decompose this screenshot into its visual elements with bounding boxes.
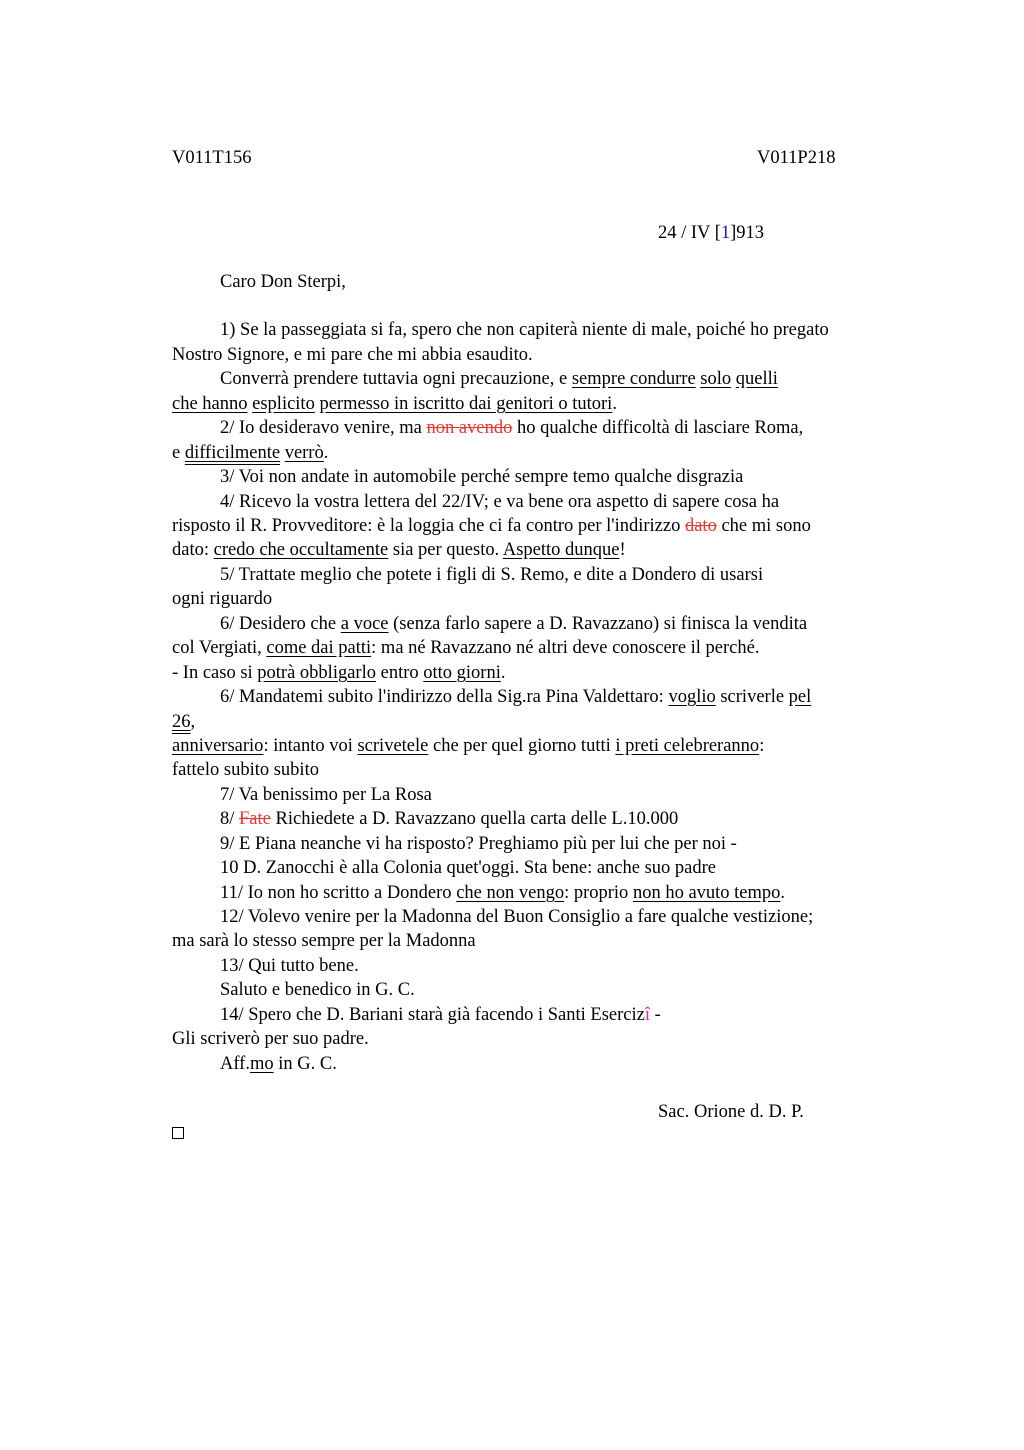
paragraph-1-line-2: Nostro Signore, e mi pare che mi abbia esaudito. xyxy=(172,345,533,365)
paragraph-13: 11/ Io non ho scritto a Dondero che non vengo: proprio non ho avuto tempo. xyxy=(220,883,786,903)
paragraph-2-line-1: Converrà prendere tuttavia ogni precauzione, e sempre condurre solo quelli xyxy=(220,369,778,389)
paragraph-3-line-2: e difficilmente verrò. xyxy=(172,443,329,463)
deleted-text: Fate xyxy=(239,809,271,829)
paragraph-8-line-3: anniversario: intanto voi scrivetele che per quel giorno tutti i preti celebreranno: xyxy=(172,736,765,756)
paragraph-6-line-1: 5/ Trattate meglio che potete i figli di S. Remo, e dite a Dondero di usarsi xyxy=(220,565,764,585)
paragraph-2-line-2: che hanno esplicito permesso in iscritto dai genitori o tutori. xyxy=(172,394,617,414)
signature: Sac. Orione d. D. P. xyxy=(658,1102,804,1122)
deleted-text: non avendo xyxy=(426,418,513,438)
paragraph-17-line-2: Gli scriverò per suo padre. xyxy=(172,1029,369,1049)
greeting: Caro Don Sterpi, xyxy=(220,272,346,292)
paragraph-8-line-4: fattelo subito subito xyxy=(172,760,319,780)
paragraph-9: 7/ Va benissimo per La Rosa xyxy=(220,785,432,805)
document-code-left: V011T156 xyxy=(172,148,252,168)
paragraph-11: 9/ E Piana neanche vi ha risposto? Preghiamo più per lui che per noi - xyxy=(220,834,737,854)
closing: Aff.mo in G. C. xyxy=(220,1054,337,1074)
paragraph-3-line-1: 2/ Io desideravo venire, ma non avendo ho qualche difficoltà di lasciare Roma, xyxy=(220,418,804,438)
paragraph-7-line-1: 6/ Desidero che a voce (senza farlo sapere a D. Ravazzano) si finisca la vendita xyxy=(220,614,808,634)
paragraph-6-line-2: ogni riguardo xyxy=(172,589,273,609)
paragraph-17-line-1: 14/ Spero che D. Bariani starà già facendo i Santi Esercizî - xyxy=(220,1005,661,1025)
deleted-text: dato xyxy=(684,516,717,536)
paragraph-5-line-2: risposto il R. Provveditore: è la loggia che ci fa contro per l'indirizzo dato che mi sono xyxy=(172,516,811,536)
paragraph-16: Saluto e benedico in G. C. xyxy=(220,980,415,1000)
letter-date: 24 / IV [1]913 xyxy=(658,223,765,243)
paragraph-5-line-1: 4/ Ricevo la vostra lettera del 22/IV; e va bene ora aspetto di sapere cosa ha xyxy=(220,492,780,512)
document-code-right: V011P218 xyxy=(757,148,836,168)
paragraph-4: 3/ Voi non andate in automobile perché sempre temo qualche disgrazia xyxy=(220,467,744,487)
paragraph-1-line-1: 1) Se la passeggiata si fa, spero che non capiterà niente di male, poiché ho pregato xyxy=(220,320,829,340)
paragraph-5-line-3: dato: credo che occultamente sia per questo. Aspetto dunque! xyxy=(172,540,626,560)
paragraph-12: 10 D. Zanocchi è alla Colonia quet'oggi. Sta bene: anche suo padre xyxy=(220,858,716,878)
paragraph-7-line-2: col Vergiati, come dai patti: ma né Ravazzano né altri deve conoscere il perché. xyxy=(172,638,760,658)
paragraph-15: 13/ Qui tutto bene. xyxy=(220,956,359,976)
paragraph-8-line-1: 6/ Mandatemi subito l'indirizzo della Sig.ra Pina Valdettaro: voglio scriverle pel xyxy=(220,687,812,707)
paragraph-14-line-2: ma sarà lo stesso sempre per la Madonna xyxy=(172,931,476,951)
paragraph-14-line-1: 12/ Volevo venire per la Madonna del Buon Consiglio a fare qualche vestizione; xyxy=(220,907,814,927)
paragraph-8-line-2: 26, xyxy=(172,712,196,732)
paragraph-7-line-3: - In caso si potrà obbligarlo entro otto giorni. xyxy=(172,663,506,683)
paragraph-10: 8/ Fate Richiedete a D. Ravazzano quella carta delle L.10.000 xyxy=(220,809,679,829)
checkbox-square-icon xyxy=(172,1127,184,1139)
